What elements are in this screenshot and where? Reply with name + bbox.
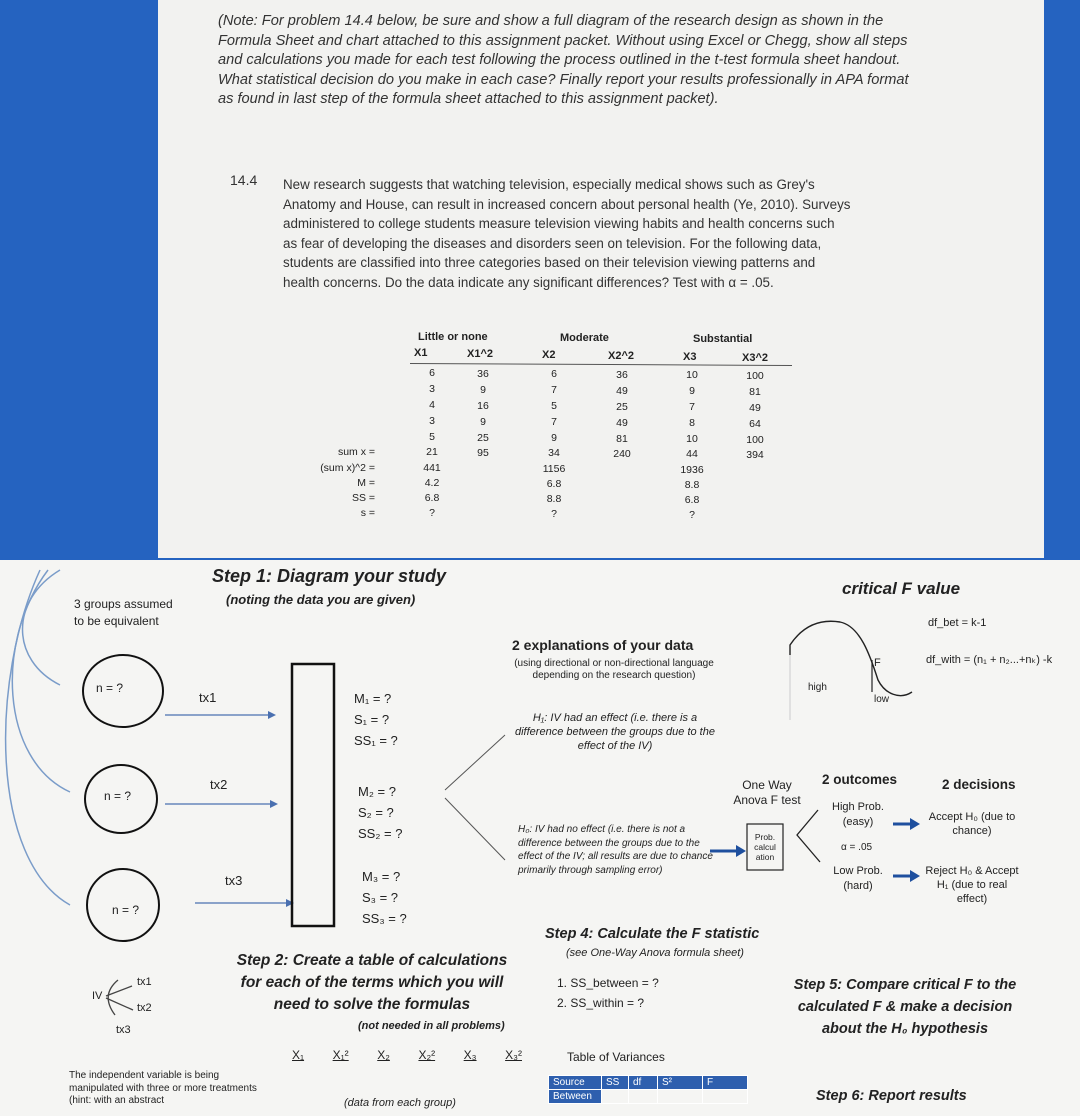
summary-cell: 441	[423, 462, 441, 474]
table-cell: 81	[749, 386, 761, 398]
vt-source: Source	[549, 1076, 602, 1090]
summary-cell: 8.8	[684, 479, 700, 492]
mean-1: M₁ = ?	[354, 691, 392, 706]
step4-title: Step 4: Calculate the F statistic	[545, 926, 760, 942]
summary-cell: 6.8	[546, 478, 562, 491]
table-cell: 7	[551, 384, 557, 397]
label-s: s =	[360, 507, 375, 519]
vt-f: F	[703, 1076, 748, 1090]
table-cell: 100	[746, 434, 764, 446]
n-label-3: n = ?	[112, 903, 140, 917]
vt-df: df	[629, 1076, 658, 1090]
step2-title: Step 2: Create a table of calculations for each of the terms which you will need to solve the formulas	[236, 952, 508, 1013]
high-prob: High Prob. (easy)	[832, 801, 884, 828]
table-cell: 10	[686, 369, 698, 382]
group3-stats	[362, 866, 407, 929]
step2-col-x1: X₁	[292, 1048, 305, 1062]
variance-table	[548, 1075, 748, 1104]
summary-cell: 1156	[542, 463, 566, 476]
table-cell: 7	[689, 401, 695, 414]
reject-decision: Reject H₀ & Accept H₁ (due to real effect)	[925, 865, 1019, 905]
variance-table-header	[549, 1076, 748, 1090]
sum-squares-cell: 95	[477, 446, 489, 459]
outcomes-title: 2 outcomes	[822, 772, 898, 787]
vt-cell	[703, 1090, 748, 1104]
step2-data-note: (data from each group)	[344, 1097, 456, 1109]
label-ss: SS =	[351, 492, 375, 504]
mean-3: M₃ = ?	[362, 869, 401, 884]
vt-cell	[602, 1090, 629, 1104]
col-x2sq: X2^2	[608, 350, 634, 362]
df-between: df_bet = k-1	[928, 617, 987, 629]
table-variances-title: Table of Variances	[567, 1050, 665, 1064]
label-sum: sum x =	[337, 446, 375, 458]
table-cell: 81	[616, 432, 628, 445]
summary-cell: ?	[689, 509, 695, 522]
alpha-level: α = .05	[841, 842, 873, 853]
group-label-3: Substantial	[693, 333, 753, 345]
step1-title: Step 1: Diagram your study	[212, 566, 447, 586]
table-cell: 36	[616, 368, 628, 381]
summary-cell: 44	[686, 448, 698, 461]
step2-col-x2: X₂	[377, 1048, 390, 1062]
sum-squares-cell: 394	[746, 449, 764, 461]
accept-decision: Accept H₀ (due to chance)	[928, 811, 1016, 837]
step6-title: Step 6: Report results	[816, 1088, 967, 1104]
col-x1: X1	[414, 347, 428, 359]
sum-squares-cell: 240	[613, 447, 631, 460]
oneway-anova: One Way Anova F test	[733, 778, 801, 807]
sd-3: S₃ = ?	[362, 890, 399, 905]
table-cell: 7	[551, 416, 557, 429]
step2-columns	[292, 1048, 522, 1062]
variance-table-row	[549, 1090, 748, 1104]
table-cell: 9	[551, 432, 557, 445]
problem-text: New research suggests that watching television, especially medical shows such as Grey's Anatomy and House, can result in increased concern about personal health (Ye, 2010). Surveys administered to college students measure television viewing habits and health concerns such as fear of developing the diseases and disorders seen on television. For the following data, students are classified into three categories based on their television viewing patterns and health concerns. Do the data indicate any significant differences? Test with α = .05.	[283, 177, 851, 290]
summary-cell: 6.8	[684, 494, 700, 507]
decisions-title: 2 decisions	[942, 777, 1016, 792]
group1-stats	[354, 688, 398, 751]
table-cell: 9	[480, 383, 486, 396]
iv-label: IV	[92, 990, 103, 1002]
table-cell: 64	[749, 418, 761, 430]
tx-label-2: tx2	[210, 777, 228, 792]
summary-cell: 4.2	[424, 477, 440, 489]
summary-cell: 1936	[680, 464, 704, 477]
groups-note: 3 groups assumed to be equivalent	[74, 597, 173, 628]
step1-subtitle: (noting the data you are given)	[226, 592, 416, 607]
table-cell: 10	[686, 433, 698, 446]
ss-between: 1. SS_between = ?	[557, 976, 659, 990]
iv-note: The independent variable is being manipulated with three or more treatments (hint: with an abstract	[69, 1070, 257, 1106]
summary-cell: 34	[548, 447, 560, 460]
table-cell: 4	[429, 399, 435, 411]
explanations-subtitle: (using directional or non-directional language depending on the research question)	[514, 658, 714, 681]
label-sumsq: (sum x)^2 =	[320, 462, 375, 474]
table-cell: 49	[616, 416, 628, 429]
table-cell: 49	[616, 384, 628, 397]
step2-col-x3sq: X₃²	[505, 1048, 522, 1062]
step4-subtitle: (see One-Way Anova formula sheet)	[566, 947, 744, 959]
table-cell: 9	[480, 415, 486, 428]
step5-title: Step 5: Compare critical F to the calculated F & make a decision about the H₀ hypothesis	[793, 977, 1017, 1037]
h1-statement: H₁: IV had an effect (i.e. there is a difference between the groups due to the effect of the IV)	[515, 712, 715, 752]
ss-within: 2. SS_within = ?	[557, 996, 645, 1010]
table-cell: 5	[551, 400, 557, 413]
iv-tx3: tx3	[116, 1024, 131, 1036]
table-cell: 25	[477, 431, 489, 444]
curve-high-label: high	[808, 682, 827, 693]
problem-number: 14.4	[230, 172, 258, 188]
iv-tx2: tx2	[137, 1002, 152, 1014]
table-cell: 6	[551, 368, 557, 381]
summary-cell: 21	[426, 446, 438, 458]
summary-cell: ?	[551, 508, 557, 521]
step2-col-x1sq: X₁²	[332, 1048, 349, 1062]
table-cell: 49	[749, 402, 761, 414]
group-label-2: Moderate	[560, 332, 609, 344]
vt-ss: SS	[602, 1076, 629, 1090]
vt-cell	[629, 1090, 658, 1104]
summary-cell: 8.8	[546, 493, 562, 506]
summary-cell: 6.8	[424, 492, 440, 504]
label-mean: M =	[357, 477, 375, 489]
step2-col-x3: X₃	[463, 1048, 477, 1062]
vt-variance: S²	[658, 1076, 703, 1090]
group-label-1: Little or none	[418, 331, 488, 343]
table-cell: 3	[429, 383, 435, 395]
col-x3sq: X3^2	[742, 352, 768, 364]
table-cell: 36	[477, 367, 489, 380]
tx-label-3: tx3	[225, 873, 243, 888]
iv-tx1: tx1	[137, 976, 152, 988]
group2-stats	[358, 781, 402, 844]
curve-f-label: F	[874, 657, 881, 669]
vt-between: Between	[549, 1090, 602, 1104]
table-cell: 5	[429, 431, 435, 443]
mean-2: M₂ = ?	[358, 784, 396, 799]
step2-note: (not needed in all problems)	[358, 1020, 505, 1032]
step2-col-x2sq: X₂²	[418, 1048, 436, 1062]
tx-label-1: tx1	[199, 690, 217, 705]
assignment-note: (Note: For problem 14.4 below, be sure and show a full diagram of the research design as shown in the Formula Sheet and chart attached to this assignment packet. Without using Excel or Chegg, show all steps and calculations you made for each test following the process outlined in the t-test formula sheet handout. What statistical decision do you make in each case? Finally report your results professionally in APA format as found in last step of the formula sheet attached to this assignment packet).	[218, 13, 909, 108]
table-cell: 9	[689, 385, 695, 398]
col-x2: X2	[542, 349, 556, 361]
ss-1: SS₁ = ?	[354, 733, 398, 748]
table-cell: 3	[429, 415, 435, 427]
df-within: df_with = (n₁ + n₂...+nₖ) -k	[926, 654, 1053, 666]
h0-statement: H₀: IV had no effect (i.e. there is not a difference between the groups due to the effect of the IV; all results are due to chance primarily through sampling error)	[518, 824, 713, 876]
n-label-1: n = ?	[96, 681, 124, 695]
table-cell: 100	[746, 370, 764, 382]
ss-3: SS₃ = ?	[362, 911, 407, 926]
vt-cell	[658, 1090, 703, 1104]
summary-cell: ?	[429, 507, 435, 519]
col-x3: X3	[683, 351, 697, 363]
ss-2: SS₂ = ?	[358, 826, 403, 841]
table-cell: 16	[477, 399, 489, 412]
sd-1: S₁ = ?	[354, 712, 390, 727]
critical-f-title: critical F value	[842, 579, 961, 598]
n-label-2: n = ?	[104, 789, 132, 803]
table-cell: 8	[689, 417, 695, 430]
prob-calculation: Prob. calcul ation	[754, 832, 776, 862]
low-prob: Low Prob. (hard)	[833, 865, 883, 892]
explanations-title: 2 explanations of your data	[512, 637, 694, 653]
table-cell: 25	[616, 400, 628, 413]
table-cell: 6	[429, 367, 435, 379]
sd-2: S₂ = ?	[358, 805, 394, 820]
curve-low-label: low	[874, 694, 890, 705]
col-x1sq: X1^2	[467, 348, 493, 360]
